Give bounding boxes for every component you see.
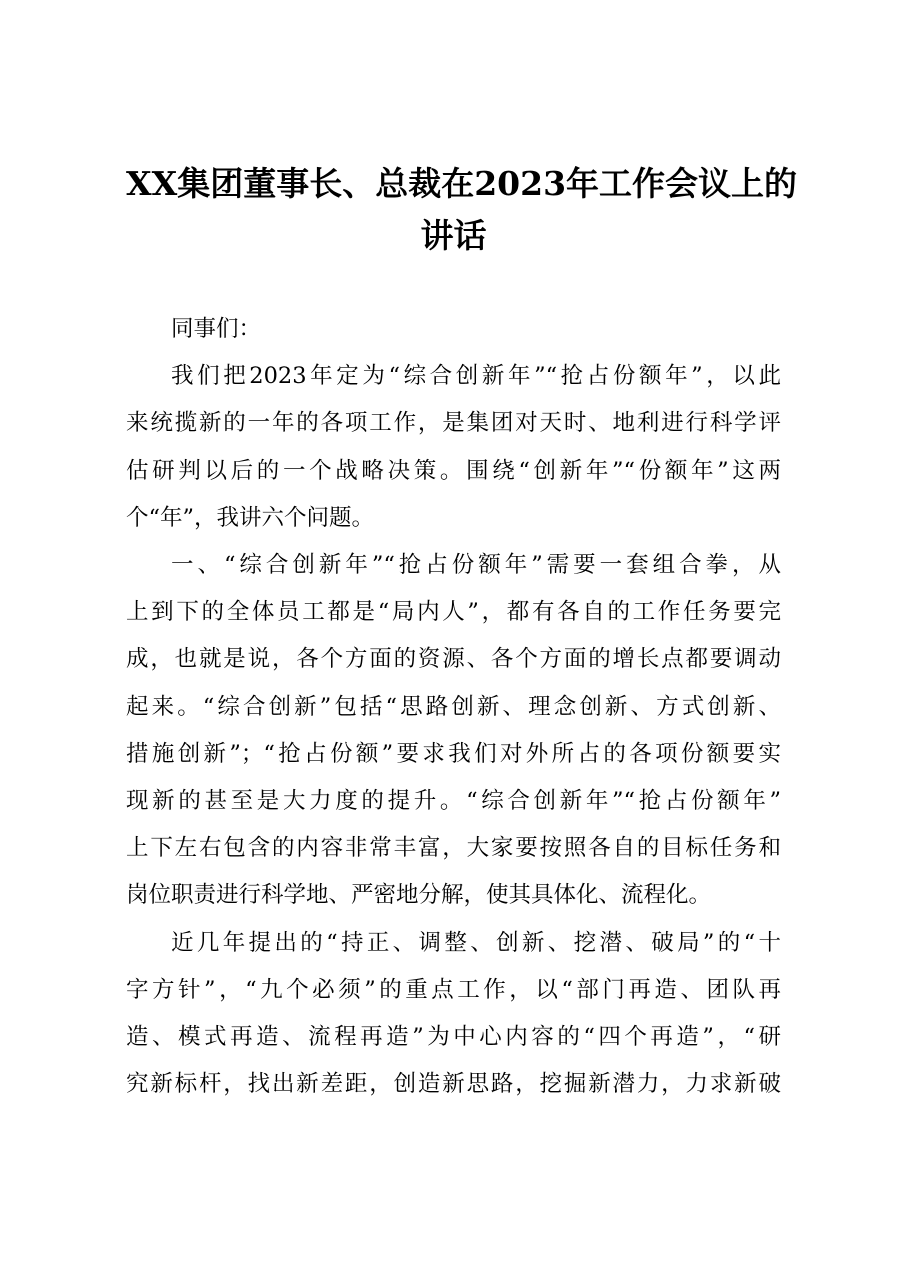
paragraph-policies [126,920,781,1109]
title-line-1: XX集团董事长、总裁在2023年工作会议上的 [126,164,798,203]
paragraph-line: 一、“综合创新年”“抢占份额年”需要一套组合拳，从 [171,552,781,579]
paragraph-line: 上下左右包含的内容非常丰富，大家要按照各自的目标任务和 [126,835,781,862]
paragraph-line: 上到下的全体员工都是“局内人”，都有各自的工作任务要完 [126,599,781,626]
paragraph-line: 造、模式再造、流程再造”为中心内容的“四个再造”，“研 [126,1024,781,1051]
paragraph-line: 近几年提出的“持正、调整、创新、挖潜、破局”的“十 [171,929,781,956]
paragraph-line: 究新标杆，找出新差距，创造新思路，挖掘新潜力，力求新破 [126,1071,781,1098]
paragraph-line: 字方针”，“九个必须”的重点工作，以“部门再造、团队再 [126,976,781,1003]
paragraph-line: 同事们： [171,316,262,342]
paragraph-line: 估研判以后的一个战略决策。围绕“创新年”“份额年”这两 [126,457,781,484]
paragraph-line: 现新的甚至是大力度的提升。“综合创新年”“抢占份额年” [126,788,781,815]
paragraph-line: 成，也就是说，各个方面的资源、各个方面的增长点都要调动 [126,646,781,673]
paragraph-line: 岗位职责进行科学地、严密地分解，使其具体化、流程化。 [126,882,712,909]
paragraph-salutation [126,306,781,353]
document-title [126,158,798,262]
paragraph-section-one [126,542,781,920]
title-line-2: 讲话 [420,216,487,255]
paragraph-line: 个“年”，我讲六个问题。 [126,504,375,531]
paragraph-line: 措施创新”；“抢占份额”要求我们对外所占的各项份额要实 [126,740,781,767]
document-body [126,306,781,1108]
paragraph-line: 起来。“综合创新”包括“思路创新、理念创新、方式创新、 [126,693,781,720]
paragraph-intro [126,353,781,542]
paragraph-line: 我们把2023年定为“综合创新年”“抢占份额年”，以此 [171,363,781,390]
paragraph-line: 来统揽新的一年的各项工作，是集团对天时、地利进行科学评 [126,410,781,437]
